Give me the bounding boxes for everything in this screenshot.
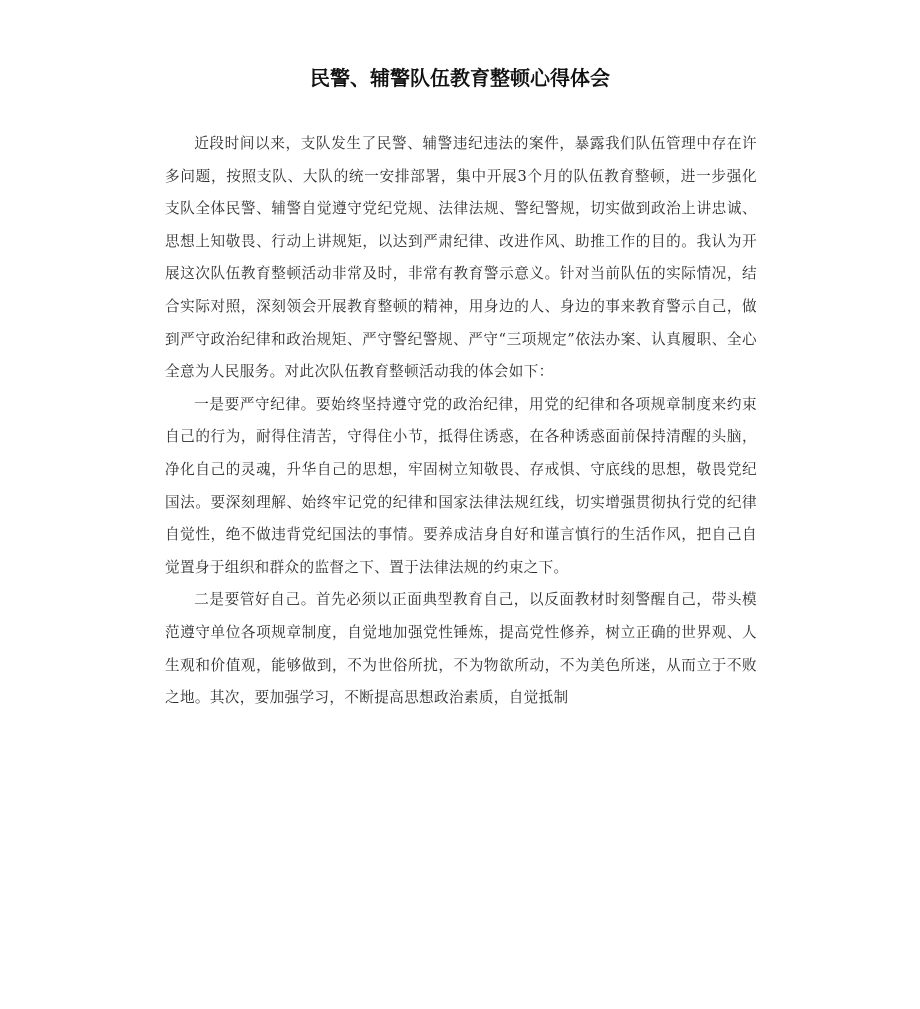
paragraph-point-one: 一是要严守纪律。要始终坚持遵守党的政治纪律，用党的纪律和各项规章制度来约束自己的行为，耐得住清苦，守得住小节，抵得住诱惑，在各种诱惑面前保持清醒的头脑，净化自己的灵魂，升华自己的思想，牢固树立知敬畏、存戒惧、守底线的思想，敬畏党纪国法。要深刻理解、始终牢记党的纪律和国家法律法规红线，切实增强贯彻执行党的纪律自觉性，绝不做违背党纪国法的事情。要养成洁身自好和谨言慎行的生活作风，把自己自觉置身于组织和群众的监督之下、置于法律法规的约束之下。 — [165, 395, 757, 576]
document-title: 民警、辅警队伍教育整顿心得体会 — [310, 66, 610, 90]
document-body — [165, 128, 757, 715]
paragraph-intro: 近段时间以来，支队发生了民警、辅警违纪违法的案件，暴露我们队伍管理中存在许多问题，按照支队、大队的统一安排部署，集中开展3个月的队伍教育整顿，进一步强化支队全体民警、辅警自觉遵守党纪党规、法律法规、警纪警规，切实做到政治上讲忠诚、思想上知敬畏、行动上讲规矩，以达到严肃纪律、改进作风、助推工作的目的。我认为开展这次队伍教育整顿活动非常及时，非常有教育警示意义。针对当前队伍的实际情况，结合实际对照，深刻领会开展教育整顿的精神，用身边的人、身边的事来教育警示自己，做到严守政治纪律和政治规矩、严守警纪警规、严守“三项规定”依法办案、认真履职、全心全意为人民服务。对此次队伍教育整顿活动我的体会如下： — [165, 135, 757, 381]
paragraph-point-two: 二是要管好自己。首先必须以正面典型教育自己，以反面教材时刻警醒自己，带头模范遵守单位各项规章制度，自觉地加强党性锤炼，提高党性修养，树立正确的世界观、人生观和价值观，能够做到，不为世俗所扰，不为物欲所动，不为美色所迷，从而立于不败之地。其次，要加强学习，不断提高思想政治素质，自觉抵制 — [165, 591, 757, 707]
